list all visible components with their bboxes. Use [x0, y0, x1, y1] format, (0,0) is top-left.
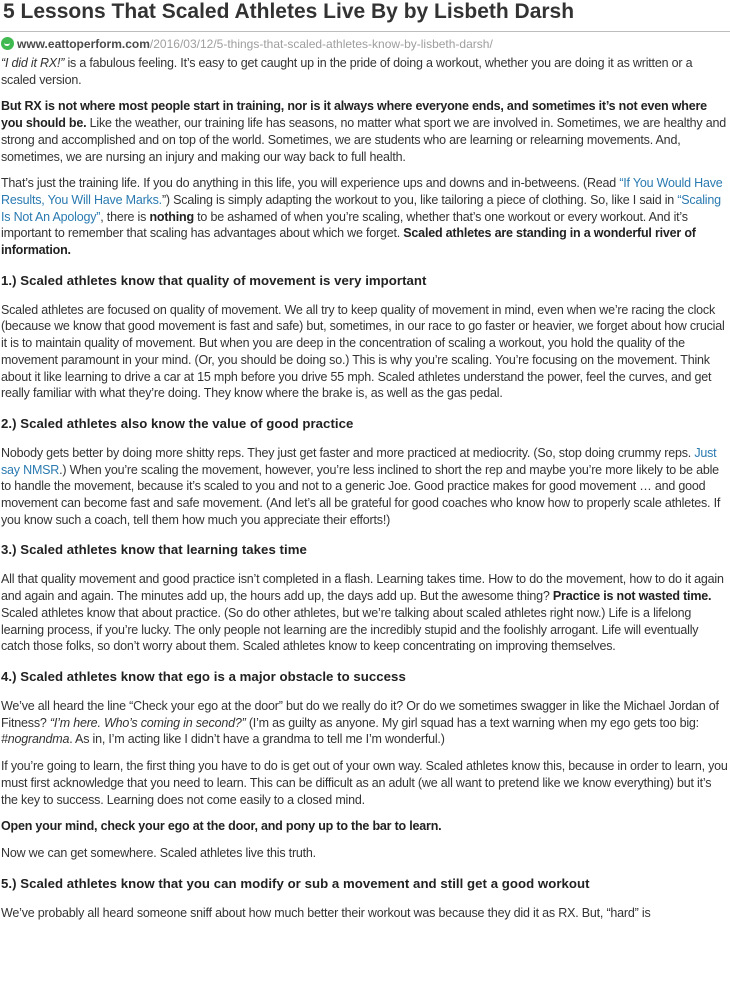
- intro-paragraph-2: [1, 98, 730, 165]
- section-4-paragraph-2: If you’re going to learn, the first thing you have to do is get out of your own way. Scaled athletes know this, because in order to learn, you must first acknowledge that you need to learn. This can be difficult as an adult (we all want to pretend like we know everything) but it’s the key to success. Learning does not come easily to a closed mind.: [1, 759, 728, 807]
- intro-text-3a: That’s just the training life. If you do anything in this life, you will experience ups and downs and in-betweens. (Read: [1, 176, 620, 191]
- section-3-text-a: All that quality movement and good practice isn’t completed in a flash. Learning takes time. How to do the movement, how to do it again and again and again. The minutes add up, the hours add up, the days add up. But the awesome thing?: [1, 572, 724, 604]
- source-url[interactable]: [0, 32, 730, 55]
- section-4-text-b: (I’m as guilty as anyone. My girl squad has a text warning when my ego gets too big:: [245, 715, 699, 730]
- rx-quote: “I did it RX!”: [1, 56, 65, 70]
- section-heading-4: 4.) Scaled athletes know that ego is a major obstacle to success: [1, 668, 406, 684]
- intro-paragraph-1: [1, 55, 730, 88]
- intro-text-1: is a fabulous feeling. It’s easy to get caught up in the pride of doing a workout, whether you are doing it as written or a scaled version.: [1, 56, 693, 87]
- section-4-text-a: We’ve all heard the line “Check your ego at the door” but do we really do it? Or do we sometimes swagger in like the Michael Jordan of Fitness?: [1, 698, 719, 730]
- nmsr-link[interactable]: Just say NMSR: [1, 445, 717, 477]
- section-5-paragraph: We’ve probably all heard someone sniff about how much better their workout was because they did it as RX. But, “hard” is: [1, 905, 651, 920]
- intro-text-2: Like the weather, our training life has seasons, no matter what sport we are involved in. Sometimes, we are healthy and strong and accomplished and on top of the world. Sometimes, we are students who are learning or relearning movements. And, sometimes, we are nursing an injury and making our way back to full health.: [1, 116, 726, 164]
- intro-text-3d: to be ashamed of when you’re scaling, whether that’s one workout or every workout. And it’s important to remember that scaling has advantages about which we forget.: [1, 209, 688, 241]
- nograndma-hashtag: #nograndma: [1, 732, 70, 747]
- section-4-paragraph-4: Now we can get somewhere. Scaled athletes live this truth.: [1, 845, 316, 860]
- url-path[interactable]: /2016/03/12/5-things-that-scaled-athletes-know-by-lisbeth-darsh/: [149, 37, 493, 51]
- section-4-paragraph-3: [1, 818, 730, 835]
- section-4-paragraph-1: [1, 698, 730, 748]
- section-heading-3: 3.) Scaled athletes know that learning takes time: [1, 542, 307, 558]
- section-heading-1: 1.) Scaled athletes know that quality of movement is very important: [1, 272, 427, 288]
- section-heading-2: 2.) Scaled athletes also know the value of good practice: [1, 415, 354, 431]
- section-2-text-b: .) When you’re scaling the movement, however, you’re less inclined to short the rep and maybe you’re more likely to be able to handle the movement, because it’s scaled to you and not to a generic Joe. Good practice makes for good movement … and good movement can become fast and safe movement. (And let’s all be grateful for good coaches who know how to properly scale athletes. If you know such a coach, tell them how much you appreciate their efforts!): [1, 462, 721, 527]
- url-domain[interactable]: www.eattoperform.com: [17, 37, 150, 51]
- section-2-text-a: Nobody gets better by doing more shitty reps. They just get faster and more practiced at mediocrity. (So, stop doing crummy reps.: [1, 445, 695, 460]
- nothing-bold: nothing: [149, 209, 194, 224]
- article-title: 5 Lessons That Scaled Athletes Live By by Lisbeth Darsh: [0, 0, 730, 32]
- open-mind-bold: Open your mind, check your ego at the door, and pony up to the bar to learn.: [1, 819, 442, 834]
- article-body: [0, 55, 730, 921]
- section-4-text-c: . As in, I’m acting like I didn’t have a grandma to tell me I’m wonderful.): [69, 732, 445, 747]
- results-marks-link[interactable]: “If You Would Have Results, You Will Have Marks.: [1, 176, 723, 207]
- intro-text-3c: , there is: [100, 209, 150, 224]
- practice-bold: Practice is not wasted time.: [552, 589, 712, 604]
- section-3-text-b: Scaled athletes know that about practice. (So do other athletes, but we’re talking about scaled athletes right now.) Life is a lifelong learning process, if you’re lucky. The only people not learning are the incredibly stupid and the foolishly arrogant. Life will eventually catch those folks, so don’t worry about them. Scaled athletes know to keep concentrating on improving themselves.: [1, 605, 699, 654]
- intro-text-3b: ”) Scaling is simply adapting the workout to you, like tailoring a piece of clothing. So, like I said in: [161, 192, 678, 207]
- intro-paragraph-3: [1, 175, 730, 259]
- jordan-quote: “I’m here. Who’s coming in second?”: [49, 715, 246, 730]
- river-bold: Scaled athletes are standing in a wonderful river of information.: [1, 226, 696, 258]
- scaling-apology-link[interactable]: “Scaling Is Not An Apology”: [1, 192, 721, 224]
- section-heading-5: 5.) Scaled athletes know that you can modify or sub a movement and still get a good workout: [1, 875, 590, 891]
- section-2-paragraph: [1, 445, 730, 529]
- green-circle-icon: [1, 37, 14, 50]
- intro-bold-statement: But RX is not where most people start in training, nor is it always where everyone ends, and sometimes it’s not even where you should be.: [1, 99, 707, 131]
- section-3-paragraph: [1, 571, 730, 655]
- section-1-paragraph: Scaled athletes are focused on quality of movement. We all try to keep quality of movement in mind, even when we’re racing the clock (because we know that good movement is fast and safe) but, sometimes, in our race to go faster or heavier, we forget about how crucial it is to maintain quality of movement. But when you are deep in the concentration of scaling a workout, you hold the quality of the movement paramount in your mind. (Or, you should be doing so.) This is why you’re scaling. You’re focusing on the movement. Think about it like learning to drive a car at 15 mph before you drive 55 mph. Scaled athletes understand the power, feel the curves, and get really familiar with what they’re doing. They know where the brake is, as well as the gas pedal.: [1, 302, 725, 401]
